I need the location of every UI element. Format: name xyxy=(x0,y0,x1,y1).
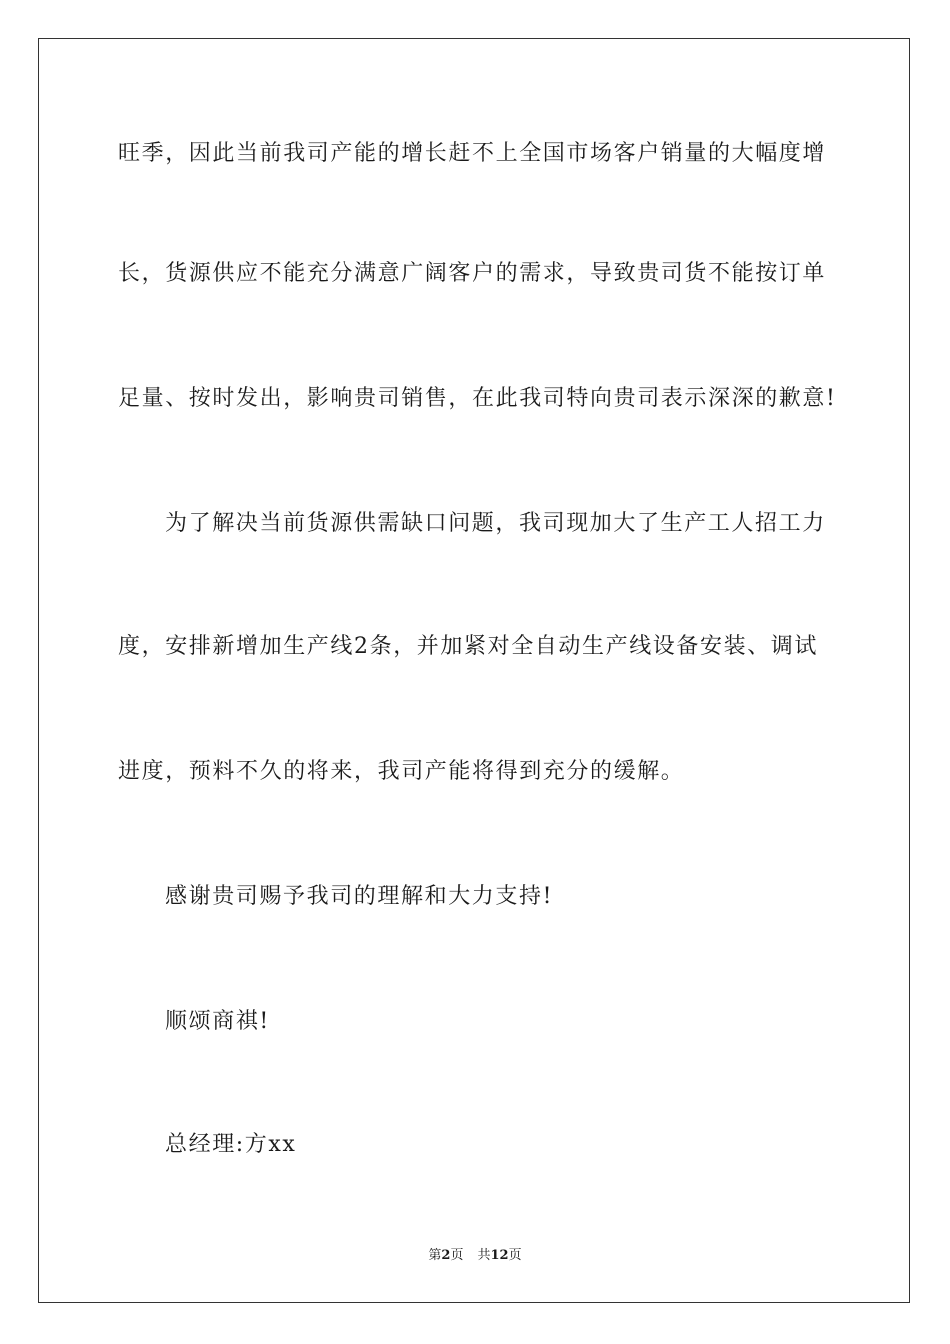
paragraph-line-4: 为了解决当前货源供需缺口问题，我司现加大了生产工人招工力 xyxy=(165,511,826,536)
signature-line: 总经理:方xx xyxy=(165,1132,297,1157)
paragraph-line-6: 进度，预料不久的将来，我司产能将得到充分的缓解。 xyxy=(118,759,685,784)
total-pages: 12 xyxy=(490,1248,509,1263)
page-suffix: 页 xyxy=(450,1248,464,1263)
page-border xyxy=(38,38,910,1303)
paragraph-line-3: 足量、按时发出，影响贵司销售，在此我司特向贵司表示深深的歉意! xyxy=(118,386,837,411)
page-footer xyxy=(0,1247,950,1265)
total-suffix: 页 xyxy=(508,1248,522,1263)
paragraph-line-5: 度，安排新增加生产线2条，并加紧对全自动生产线设备安装、调试 xyxy=(118,634,818,659)
thanks-line: 感谢贵司赐予我司的理解和大力支持! xyxy=(165,884,554,909)
total-prefix: 共 xyxy=(477,1248,491,1263)
page-prefix: 第 xyxy=(428,1248,442,1263)
paragraph-line-1: 旺季，因此当前我司产能的增长赶不上全国市场客户销量的大幅度增 xyxy=(118,141,827,166)
page-current: 2 xyxy=(441,1248,451,1263)
closing-line: 顺颂商祺! xyxy=(165,1009,270,1034)
paragraph-line-2: 长，货源供应不能充分满意广阔客户的需求，导致贵司货不能按订单 xyxy=(118,261,827,286)
